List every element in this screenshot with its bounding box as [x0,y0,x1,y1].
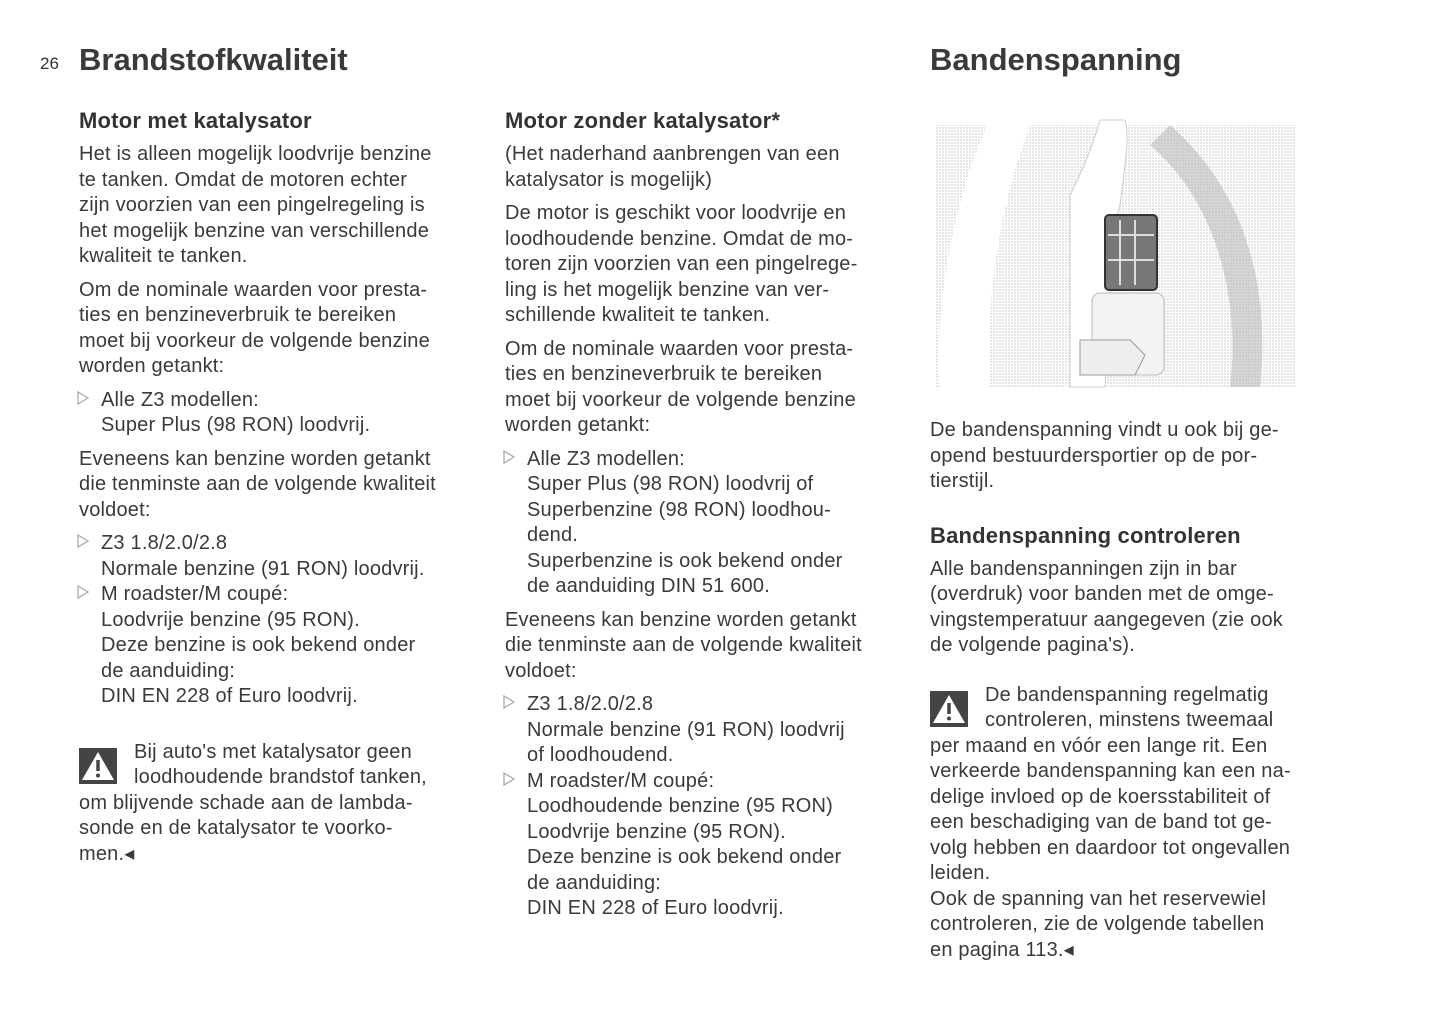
text-line: moet bij voorkeur de volgende benzine [505,388,856,411]
text-line: dend. [527,524,579,546]
text-line: M roadster/M coupé: [527,769,715,792]
text-line: De motor is geschikt voor loodvrije en [505,202,847,224]
paragraph [505,337,925,439]
paragraph [79,447,499,524]
text-line: Eveneens kan benzine worden getankt [505,608,857,631]
text-line: controleren, zie de volgende tabellen [930,913,1265,935]
bullet-item [79,582,499,710]
text-line: controleren, minstens tweemaal [985,709,1274,731]
bullet-item [505,447,925,600]
warning-triangle-icon [79,748,117,784]
text-line: worden getankt: [505,414,651,436]
text-line: Bij auto's met katalysator geen [134,740,412,763]
text-line: en pagina 113.◂ [930,938,1074,961]
text-line: Alle Z3 modellen: [101,388,259,411]
section-heading: Motor met katalysator [79,108,312,133]
heading-block [79,108,499,134]
text-line: Om de nominale waarden voor presta- [505,337,854,360]
warning-note [79,740,499,868]
paragraph [505,142,925,193]
text-line: de aanduiding: [527,871,662,894]
text-line: of loodhoudend. [527,744,674,766]
text-line: Z3 1.8/2.0/2.8 [527,693,654,715]
text-line: Normale benzine (91 RON) loodvrij [527,718,845,741]
text-line: delige invloed op de koersstabiliteit of [930,785,1271,808]
bullet-item [79,531,499,582]
text-line: de aanduiding DIN 51 600. [527,575,770,597]
text-line: om blijvende schade aan de lambda- [79,791,413,814]
text-line: Eveneens kan benzine worden getankt [79,447,431,470]
text-line: worden getankt: [79,355,225,377]
text-line: DIN EN 228 of Euro loodvrij. [101,685,358,707]
text-line: sonde en de katalysator te voorko- [79,817,393,839]
bullet-item [505,769,925,922]
text-line: DIN EN 228 of Euro loodvrij. [527,897,784,919]
text-line: Deze benzine is ook bekend onder [101,634,416,656]
text-line: Om de nominale waarden voor presta- [79,278,428,301]
left-title: Brandstofkwaliteit [79,42,348,77]
text-line: ties en benzineverbruik te bereiken [79,304,397,326]
text-line: Loodvrije benzine (95 RON). [527,820,786,843]
text-line: De bandenspanning vindt u ook bij ge- [930,419,1279,441]
text-line: Z3 1.8/2.0/2.8 [101,532,228,554]
text-line: die tenminste aan de volgende kwaliteit [79,473,436,495]
text-line: een beschadiging van de band tot ge- [930,811,1272,833]
text-line: Super Plus (98 RON) loodvrij. [101,414,371,436]
heading-block [930,523,1350,549]
column-catalyst [79,108,499,867]
triangle-right-icon [77,388,89,414]
text-line: per maand en vóór een lange rit. Een [930,734,1268,757]
text-line: moet bij voorkeur de volgende benzine [79,329,430,352]
text-line: katalysator is mogelijk) [505,168,713,191]
text-line: toren zijn voorzien van een pingelrege- [505,253,858,275]
text-line: leiden. [930,862,991,884]
text-line: verkeerde bandenspanning kan een na- [930,760,1291,782]
text-line: te tanken. Omdat de motoren echter [79,168,408,191]
triangle-right-icon [503,692,515,718]
text-line: vingstemperatuur aangegeven (zie ook [930,608,1283,631]
text-line: M roadster/M coupé: [101,583,289,605]
text-line: loodhoudende brandstof tanken, [134,766,427,788]
bullet-item [505,692,925,769]
text-line: Loodhoudende benzine (95 RON) [527,795,834,817]
text-line: het mogelijk benzine van verschillende [79,219,430,242]
text-line: (Het naderhand aanbrengen van een [505,143,840,165]
warning-triangle-icon [930,691,968,727]
paragraph [930,418,1350,495]
triangle-right-icon [503,769,515,795]
column-no-catalyst [505,108,925,922]
text-line: de volgende pagina's). [930,634,1136,656]
bullet-item [79,388,499,439]
text-line: ling is het mogelijk benzine van ver- [505,278,830,301]
warning-note [930,683,1350,964]
section-heading: Bandenspanning controleren [930,522,1241,548]
text-line: volg hebben en daardoor tot ongevallen [930,836,1291,859]
text-line: men.◂ [79,842,135,865]
triangle-right-icon [77,531,89,557]
paragraph [505,201,925,329]
page-number: 26 [40,54,59,73]
text-line: tierstijl. [930,470,995,492]
text-line: ties en benzineverbruik te bereiken [505,363,823,385]
right-title: Bandenspanning [930,42,1182,77]
text-line: voldoet: [79,498,151,521]
text-line: Normale benzine (91 RON) loodvrij. [101,557,425,580]
text-line: De bandenspanning regelmatig [985,683,1269,706]
door-pillar-tyre-label-illustration [930,115,1298,390]
text-line: die tenminste aan de volgende kwaliteit [505,634,862,656]
text-line: Het is alleen mogelijk loodvrije benzine [79,143,432,165]
paragraph [930,557,1350,659]
triangle-right-icon [77,582,89,608]
section-heading: Motor zonder katalysator* [505,108,781,133]
text-line: Alle Z3 modellen: [527,447,685,470]
text-line: schillende kwaliteit te tanken. [505,304,771,326]
paragraph [505,608,925,685]
text-line: kwaliteit te tanken. [79,245,248,267]
text-line: Deze benzine is ook bekend onder [527,846,842,868]
paragraph [79,278,499,380]
text-line: Loodvrije benzine (95 RON). [101,608,360,631]
text-line: Alle bandenspanningen zijn in bar [930,557,1237,580]
heading-block [505,108,925,134]
text-line: (overdruk) voor banden met de omge- [930,583,1274,605]
text-line: zijn voorzien van een pingelregeling is [79,194,425,216]
text-line: opend bestuurdersportier op de por- [930,444,1258,467]
triangle-right-icon [503,447,515,473]
text-line: de aanduiding: [101,659,236,682]
text-line: loodhoudende benzine. Omdat de mo- [505,227,854,250]
text-line: Ook de spanning van het reservewiel [930,887,1267,910]
text-line: voldoet: [505,659,577,682]
text-line: Super Plus (98 RON) loodvrij of [527,473,814,495]
paragraph [79,142,499,270]
text-line: Superbenzine (98 RON) loodhou- [527,498,831,521]
text-line: Superbenzine is ook bekend onder [527,549,843,572]
